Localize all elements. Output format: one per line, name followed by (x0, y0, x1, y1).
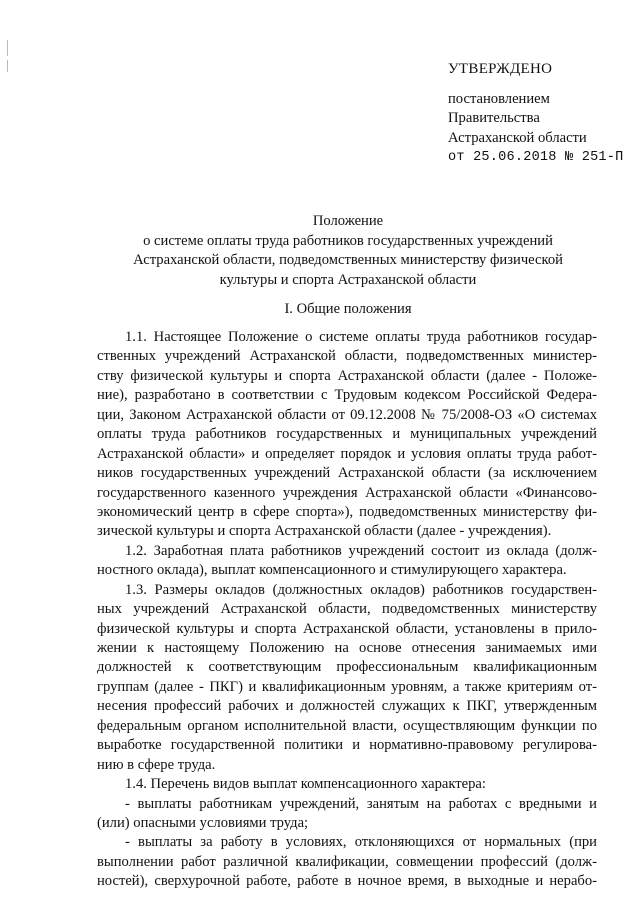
paragraph-line: ственных учреждений Астраханской области, подведомственных министер- (97, 348, 597, 365)
paragraph-line: зической культуры и спорта Астраханской области (далее - учреждения). (97, 523, 552, 540)
approval-line: постановлением (448, 90, 550, 107)
paragraph-line: ностного оклада), выплат компенсационного и стимулирующего характера. (97, 562, 567, 579)
paragraph-line: (или) опасными условиями труда; (97, 814, 309, 831)
title-line: культуры и спорта Астраханской области (219, 271, 477, 288)
paragraph-line: - выплаты за работу в условиях, отклоняющихся от нормальных (при (125, 834, 597, 851)
paragraph-line: 1.1. Настоящее Положение о системе оплаты труда работников государ- (125, 329, 597, 345)
paragraph-line: ных учреждений Астраханской области, подведомственных министерству (97, 601, 597, 618)
approval-stamp-block (448, 60, 624, 168)
paragraph-line: ние), разработано в соответствии с Трудовым кодексом Российской Федера- (97, 387, 597, 404)
paragraph-line: государственного казенного учреждения Астраханской области «Финансово- (97, 484, 597, 501)
paragraph-line: несения профессий рабочих и должностей служащих к ПКГ, утвержденным (97, 698, 597, 715)
paragraph-line: 1.3. Размеры окладов (должностных окладов) работников государствен- (125, 581, 597, 598)
paragraph-line: ностей), сверхурочной работе, работе в ночное время, в выходные и нерабо- (97, 873, 597, 890)
paragraph-line: ции, Законом Астраханской области от 09.12.2008 № 75/2008-ОЗ «О системах (97, 406, 597, 423)
approval-heading: УТВЕРЖДЕНО (448, 61, 553, 77)
body-text (97, 328, 597, 892)
paragraph-line: нию в сфере труда. (97, 756, 216, 773)
paragraph-line: Астраханской области» и определяет порядок и условия оплаты труда работ- (97, 445, 597, 462)
paragraph-line: ству физической культуры и спорта Астраханской области (далее - Положе- (97, 367, 597, 384)
paragraph-line: выполнении работ различной квалификации, совмещении профессий (долж- (97, 853, 597, 870)
title-line: Астраханской области, подведомственных министерству физической (133, 252, 563, 268)
scan-artifact-mark (7, 40, 8, 56)
approval-line: Астраханской области (448, 129, 587, 146)
title-line: о системе оплаты труда работников государственных учреждений (143, 232, 553, 249)
scan-artifact-mark (7, 60, 8, 72)
section-heading: I. Общие положения (284, 301, 412, 317)
document-title (98, 212, 598, 290)
paragraph-line: 1.4. Перечень видов выплат компенсационного характера: (125, 776, 486, 793)
paragraph-line: группам (далее - ПКГ) и квалификационным уровням, а также критериям от- (97, 678, 597, 695)
paragraph-line: жении к настоящему Положению на основе отнесения занимаемых ими (97, 640, 597, 656)
paragraph-line: должностей к соответствующим профессиональным квалификационным (97, 659, 597, 676)
paragraph-line: - выплаты работникам учреждений, занятым на работах с вредными и (125, 795, 597, 812)
title-line: Положение (312, 213, 384, 229)
paragraph-line: ников государственных учреждений Астраханской области (за исключением (97, 465, 597, 482)
approval-date-number: от 25.06.2018 № 251-П (448, 150, 624, 165)
paragraph-line: экономический центр в сфере спорта»), подведомственных министерству фи- (97, 503, 597, 520)
paragraph-line: 1.2. Заработная плата работников учреждений состоит из оклада (долж- (125, 542, 597, 559)
paragraph-line: выработке государственной политики и нормативно-правовому регулирова- (97, 737, 597, 754)
paragraph-line: оплаты труда работников государственных и муниципальных учреждений (97, 426, 597, 443)
paragraph-line: федеральным органом исполнительной власти, осуществляющим функции по (97, 717, 597, 734)
approval-line: Правительства (448, 110, 540, 126)
paragraph-line: физической культуры и спорта Астраханской области, установлены в прило- (97, 620, 597, 637)
